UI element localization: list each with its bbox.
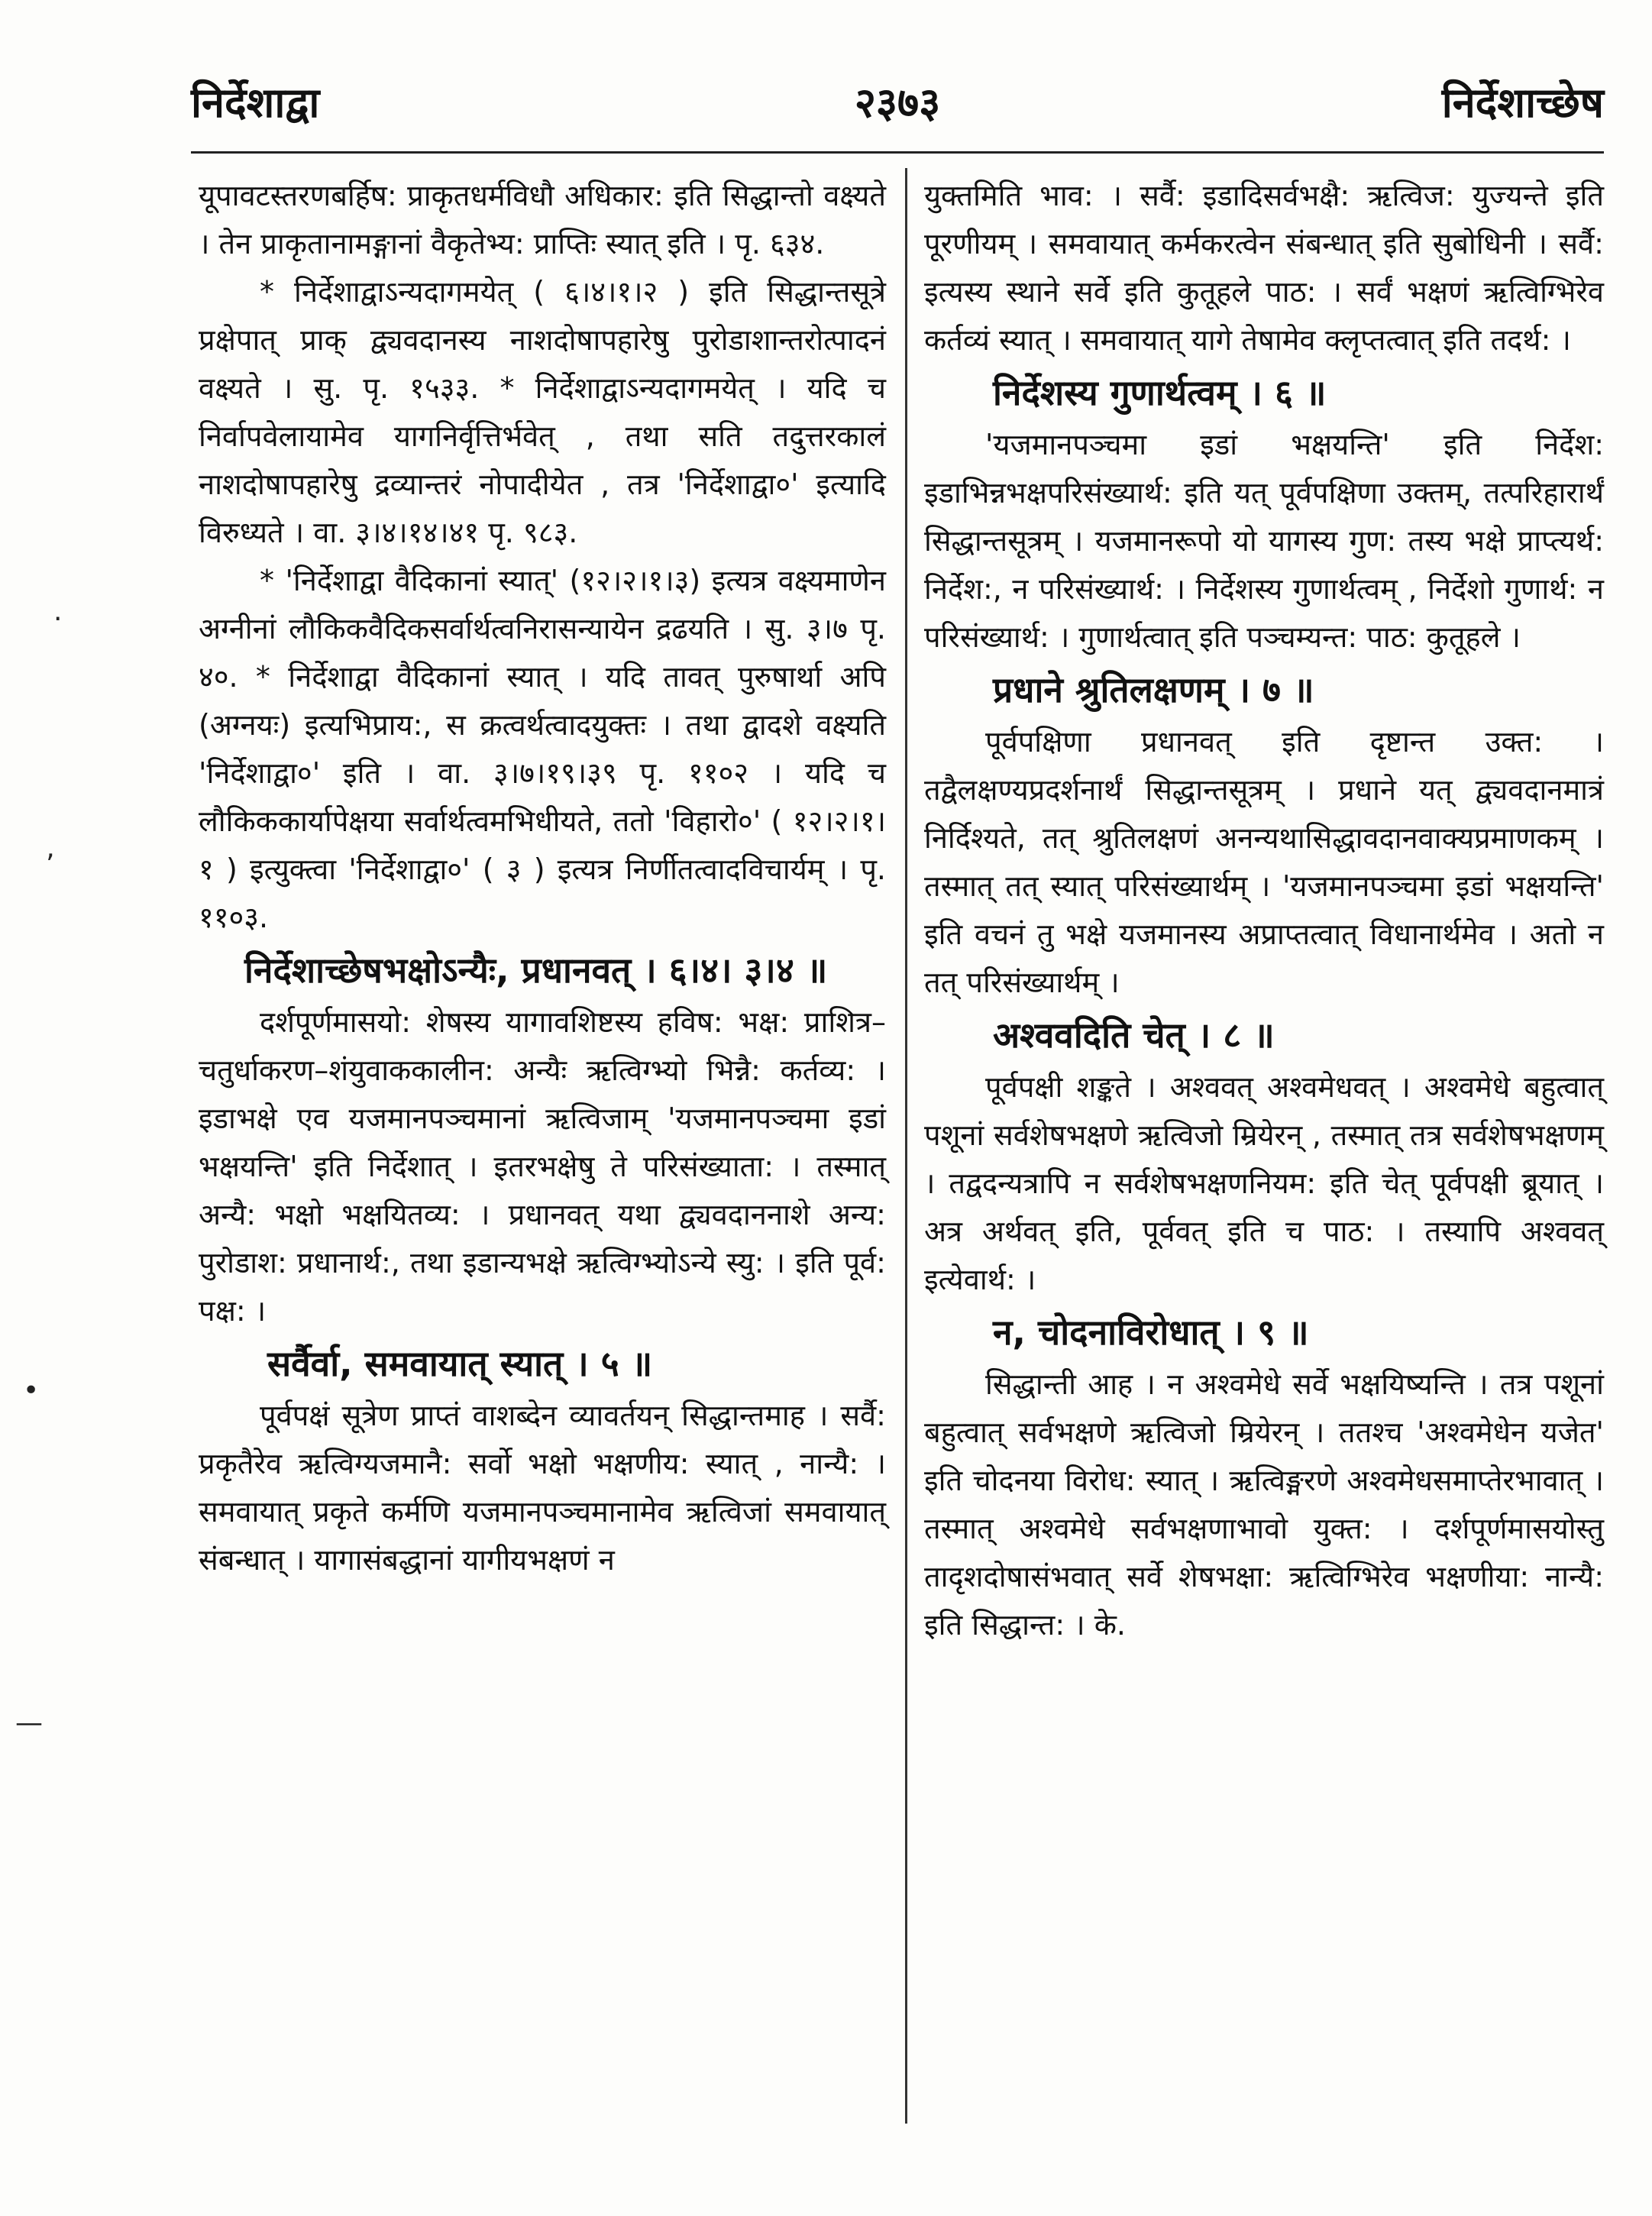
left-column — [199, 172, 886, 1584]
right-para-3: पूर्वपक्षिणा प्रधानवत् इति दृष्टान्त उक्त: । तद्वैलक्षण्यप्रदर्शनार्थं सिद्धान्तसूत्रम् । प्रधाने यत् द्व्यवदानमात्रं निर्दिश्यते, तत् श्रुतिलक्षणं अनन्यथासिद्धावदानवाक्यप्रमाणकम् । तस्मात् तत् स्यात् परिसंख्यार्थम् । 'यजमानपञ्चमा इडां भक्षयन्ति' इति वचनं तु भक्षे यजमानस्य अप्राप्तत्वात् विधानार्थमेव । अतो न तत् परिसंख्यार्थम् । — [924, 725, 1604, 999]
left-para-5: पूर्वपक्षं सूत्रेण प्राप्तं वाशब्देन व्यावर्तयन् सिद्धान्तमाह । सर्वै: प्रकृतैरेव ऋत्विग्यजमानै: सर्वो भक्षो भक्षणीय: स्यात् , नान्यै: । समवायात् प्रकृते कर्मणि यजमानपञ्चमानामेव ऋत्विजां समवायात् संबन्धात् । यागासंबद्धानां यागीयभक्षणं न — [199, 1399, 886, 1577]
header-rule — [191, 151, 1604, 154]
page-number: २३७३ — [854, 79, 941, 127]
right-para-5: सिद्धान्ती आह । न अश्वमेधे सर्वे भक्षयिष्यन्ति । तत्र पशूनां बहुत्वात् सर्वभक्षणे ऋत्विजो म्रियेरन् । ततश्च 'अश्वमेधेन यजेत' इति चोदनया विरोध: स्यात् । ऋत्विङ्मरणे अश्वमेधसमाप्तेरभावात् । तस्मात् अश्वमेधे सर्वभक्षणाभावो युक्त: । दर्शपूर्णमासयोस्तु तादृशदोषासंभवात् सर्वे शेषभक्षा: ऋत्विग्भिरेव भक्षणीया: नान्यै: इति सिद्धान्त: । के. — [924, 1367, 1604, 1642]
right-column — [924, 172, 1604, 1649]
right-sutra-heading-9: न, चोदनाविरोधात् । ९ ॥ — [993, 1312, 1309, 1353]
right-para-2: 'यजमानपञ्चमा इडां भक्षयन्ति' इति निर्देश: इडाभिन्नभक्षपरिसंख्यार्थ: इति यत् पूर्वपक्षिणा उक्तम्, तत्परिहारार्थं सिद्धान्तसूत्रम् । यजमानरूपो यो यागस्य गुण: तस्य भक्षे प्राप्त्यर्थ: निर्देश:, न परिसंख्यार्थ: । निर्देशस्य गुणार्थत्वम् , निर्देशो गुणार्थ: न परिसंख्यार्थ: । गुणार्थत्वात् इति पञ्चम्यन्त: पाठ: कुतूहले । — [924, 428, 1604, 654]
margin-mark: ‚ — [46, 833, 55, 864]
left-para-2: * निर्देशाद्वाऽन्यदागमयेत् ( ६।४।१।२ ) इति सिद्धान्तसूत्रे प्रक्षेपात् प्राक् द्व्यवदानस्य नाशदोषापहारेषु पुरोडाशान्तरोत्पादनं वक्ष्यते । सु. पृ. १५३३. * निर्देशाद्वाऽन्यदागमयेत् । यदि च निर्वापवेलायामेव यागनिर्वृत्तिर्भवेत् , तथा सति तदुत्तरकालं नाशदोषापहारेषु द्रव्यान्तरं नोपादीयेत , तत्र 'निर्देशाद्वा०' इत्यादि विरुध्यते । वा. ३।४।१४।४१ पृ. ९८३. — [199, 275, 886, 549]
left-para-1: यूपावटस्तरणबर्हिष: प्राकृतधर्मविधौ अधिकार: इति सिद्धान्तो वक्ष्यते । तेन प्राकृतानामङ्गानां वैकृतेभ्य: प्राप्तिः स्यात् इति । पृ. ६३४. — [199, 179, 886, 260]
left-sutra-heading-5: सर्वैर्वा, समवायात् स्यात् । ५ ॥ — [267, 1343, 653, 1384]
header-right-catchword: निर्देशाच्छेष — [1441, 79, 1604, 127]
margin-mark: — — [15, 1707, 43, 1739]
margin-mark: · — [53, 603, 63, 635]
left-sutra-heading-4: निर्देशाच्छेषभक्षोऽन्यैः, प्रधानवत् । ६।४। ३।४ ॥ — [244, 949, 828, 991]
left-para-3: * 'निर्देशाद्वा वैदिकानां स्यात्' (१२।२।१।३) इत्यत्र वक्ष्यमाणेन अग्नीनां लौकिकवैदिकसर्वार्थत्वनिरासन्यायेन द्रढयति । सु. ३।७ पृ. ४०. * निर्देशाद्वा वैदिकानां स्यात् । यदि तावत् पुरुषार्था अपि (अग्नयः) इत्यभिप्राय:, स क्रत्वर्थत्वादयुक्तः । तथा द्वादशे वक्ष्यति 'निर्देशाद्वा०' इति । वा. ३।७।१९।३९ पृ. ११०२ । यदि च लौकिककार्यापेक्षया सर्वार्थत्वमभिधीयते, ततो 'विहारो०' ( १२।२।१।१ ) इत्युक्त्वा 'निर्देशाद्वा०' ( ३ ) इत्यत्र निर्णीतत्वादविचार्यम् । पृ. ११०३. — [199, 564, 886, 934]
right-para-1: युक्तमिति भाव: । सर्वै: इडादिसर्वभक्षै: ऋत्विज: युज्यन्ते इति पूरणीयम् । समवायात् कर्मकरत्वेन संबन्धात् इति सुबोधिनी । सर्वै: इत्यस्य स्थाने सर्वे इति कुतूहले पाठ: । सर्वं भक्षणं ऋत्विग्भिरेव कर्तव्यं स्यात् । समवायात् यागे तेषामेव क्लृप्तत्वात् इति तदर्थ: । — [924, 179, 1604, 357]
page-header — [191, 73, 1604, 134]
left-para-4: दर्शपूर्णमासयो: शेषस्य यागावशिष्टस्य हविष: भक्ष: प्राशित्र–चतुर्धाकरण–शंयुवाककालीन: अन्यैः ऋत्विग्भ्यो भिन्नै: कर्तव्य: । इडाभक्षे एव यजमानपञ्चमानां ऋत्विजाम् 'यजमानपञ्चमा इडां भक्षयन्ति' इति निर्देशात् । इतरभक्षेषु ते परिसंख्याता: । तस्मात् अन्यै: भक्षो भक्षयितव्य: । प्रधानवत् यथा द्व्यवदाननाशे अन्य: पुरोडाश: प्रधानार्थ:, तथा इडान्यभक्षे ऋत्विग्भ्योऽन्ये स्यु: । इति पूर्व: पक्ष: । — [199, 1005, 886, 1328]
right-sutra-heading-7: प्रधाने श्रुतिलक्षणम् । ७ ॥ — [993, 669, 1314, 710]
column-divider — [905, 168, 907, 2124]
right-sutra-heading-8: अश्ववदिति चेत् । ८ ॥ — [993, 1014, 1275, 1056]
right-sutra-heading-6: निर्देशस्य गुणार्थत्वम् । ६ ॥ — [993, 372, 1327, 413]
right-para-4: पूर्वपक्षी शङ्कते । अश्ववत् अश्वमेधवत् । अश्वमेधे बहुत्वात् पशूनां सर्वशेषभक्षणे ऋत्विजो म्रियेरन् , तस्मात् तत्र सर्वशेषभक्षणम् । तद्वदन्यत्रापि न सर्वशेषभक्षणनियम: इति चेत् पूर्वपक्षी ब्रूयात् । अत्र अर्थवत् इति, पूर्ववत् इति च पाठ: । तस्यापि अश्ववत् इत्येवार्थ: । — [924, 1070, 1604, 1296]
header-left-catchword: निर्देशाद्वा — [191, 79, 320, 127]
margin-mark: • — [23, 1375, 40, 1406]
